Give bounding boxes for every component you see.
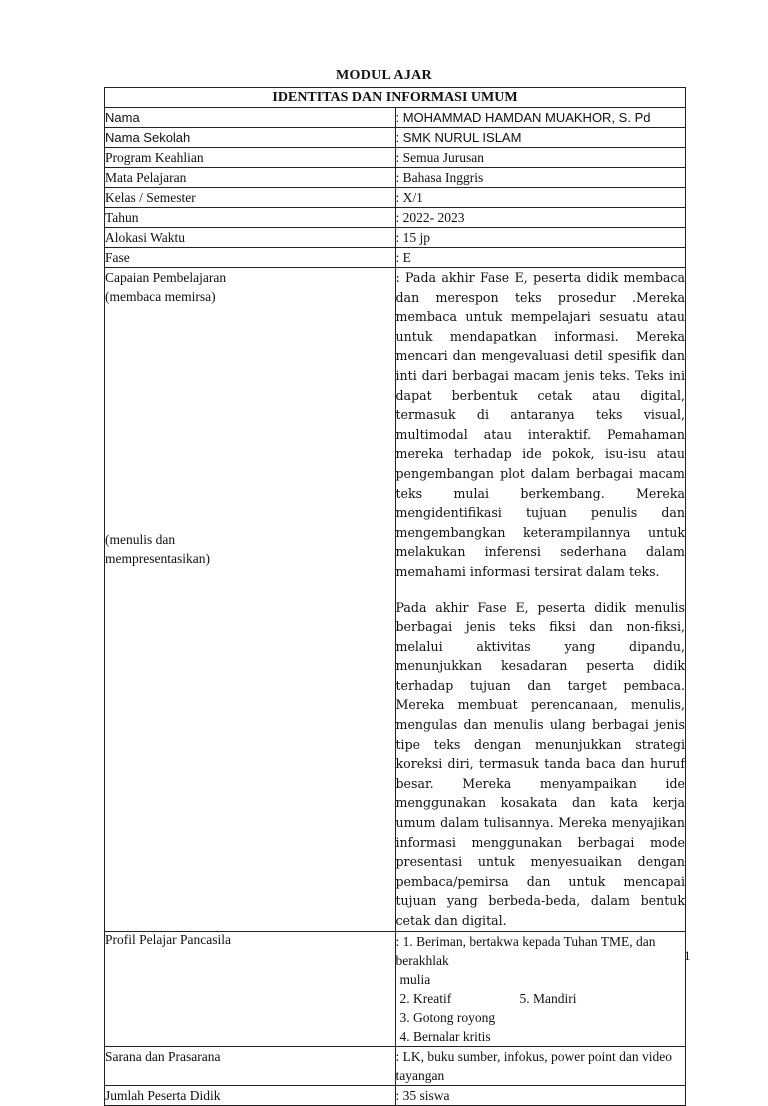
jumlah-label: Jumlah Peserta Didik xyxy=(105,1085,396,1105)
label-tahun: Tahun xyxy=(105,208,396,228)
label-kelas-semester: Kelas / Semester xyxy=(105,188,396,208)
sarana-label: Sarana dan Prasarana xyxy=(105,1046,396,1085)
value-fase: : E xyxy=(395,248,686,268)
identity-row-fase xyxy=(105,248,686,268)
capaian-sub-writing-1: (menulis dan xyxy=(105,532,176,547)
profil-label: Profil Pelajar Pancasila xyxy=(105,931,396,1046)
value-program-keahlian: : Semua Jurusan xyxy=(395,148,686,168)
capaian-reading-paragraph: : Pada akhir Fase E, peserta didik membaca dan merespon teks prosedur .Mereka membaca untuk mempelajari sesuatu atau untuk mendapatkan informasi. Mereka mencari dan mengevaluasi detil spesifik dan inti dari berbagai macam jenis teks. Teks ini dapat berbentuk cetak atau digital, termasuk di antaranya teks visual, multimodal atau interaktif. Pemahaman mereka terhadap ide pokok, isu-isu atau pengembangan plot dalam berbagai macam teks mulai berkembang. Mereka mengidentifikasi tujuan penulis dan mengembangkan keterampilannya untuk melakukan inferensi sederhana dalam memahami informasi tersirat dalam teks. xyxy=(395,270,685,579)
label-program-keahlian: Program Keahlian xyxy=(105,148,396,168)
capaian-label-cell xyxy=(105,268,396,932)
value-tahun: : 2022- 2023 xyxy=(395,208,686,228)
identity-row-alokasi xyxy=(105,228,686,248)
capaian-sub-reading: (membaca memirsa) xyxy=(105,289,216,304)
jumlah-row xyxy=(105,1085,686,1105)
identity-table xyxy=(104,87,686,1106)
profil-item-2: 2. Kreatif xyxy=(399,990,452,1006)
profil-item-1: : 1. Beriman, bertakwa kepada Tuhan TME, dan berakhlak xyxy=(395,933,656,968)
profil-row xyxy=(105,931,686,1046)
section-title: IDENTITAS DAN INFORMASI UMUM xyxy=(105,88,686,108)
sarana-value: : LK, buku sumber, infokus, power point dan video tayangan xyxy=(395,1046,686,1085)
label-fase: Fase xyxy=(105,248,396,268)
identity-row-program xyxy=(105,148,686,168)
profil-item-5: 5. Mandiri xyxy=(519,990,577,1006)
label-alokasi-waktu: Alokasi Waktu xyxy=(105,228,396,248)
identity-row-sekolah xyxy=(105,128,686,148)
jumlah-value: : 35 siswa xyxy=(395,1085,686,1105)
profil-items-2-5 xyxy=(396,989,686,1008)
identity-row-mapel xyxy=(105,168,686,188)
value-alokasi-waktu: : 15 jp xyxy=(395,228,686,248)
label-mata-pelajaran: Mata Pelajaran xyxy=(105,168,396,188)
profil-item-3: 3. Gotong royong xyxy=(399,1009,496,1025)
page-number: 1 xyxy=(684,948,691,963)
capaian-writing-paragraph: Pada akhir Fase E, peserta didik menulis berbagai jenis teks fiksi dan non-fiksi, melalui aktivitas yang dipandu, menunjukkan kesadaran peserta didik terhadap tujuan dan target pembaca. Mereka membuat perencanaan, menulis, mengulas dan menulis ulang berbagai jenis tipe teks dengan menunjukkan strategi koreksi diri, termasuk tanda baca dan huruf besar. Mereka menyampaikan ide menggunakan kosakata dan kata kerja umum dalam tulisannya. Mereka menyajikan informasi menggunakan berbagai mode presentasi untuk menyesuaikan dengan pembaca/pemirsa dan untuk mencapai tujuan yang berbeda-beda, dalam bentuk cetak dan digital. xyxy=(395,599,685,928)
section-header-row xyxy=(105,88,686,108)
label-nama: Nama xyxy=(105,108,396,128)
identity-row-nama xyxy=(105,108,686,128)
capaian-row xyxy=(105,268,686,932)
identity-row-kelas xyxy=(105,188,686,208)
sarana-row xyxy=(105,1046,686,1085)
value-kelas-semester: : X/1 xyxy=(395,188,686,208)
profil-item-4: 4. Bernalar kritis xyxy=(399,1028,491,1044)
document-title: MODUL AJAR xyxy=(336,68,432,83)
label-nama-sekolah: Nama Sekolah xyxy=(105,128,396,148)
identity-row-tahun xyxy=(105,208,686,228)
profil-value-cell xyxy=(395,931,686,1046)
capaian-label: Capaian Pembelajaran xyxy=(105,270,227,285)
value-nama: : MOHAMMAD HAMDAN MUAKHOR, S. Pd xyxy=(395,108,686,128)
value-nama-sekolah: : SMK NURUL ISLAM xyxy=(395,128,686,148)
value-mata-pelajaran: : Bahasa Inggris xyxy=(395,168,686,188)
capaian-value-cell xyxy=(395,268,686,932)
profil-item-1-cont: mulia xyxy=(399,971,431,987)
capaian-sub-writing-2: mempresentasikan) xyxy=(105,551,210,566)
